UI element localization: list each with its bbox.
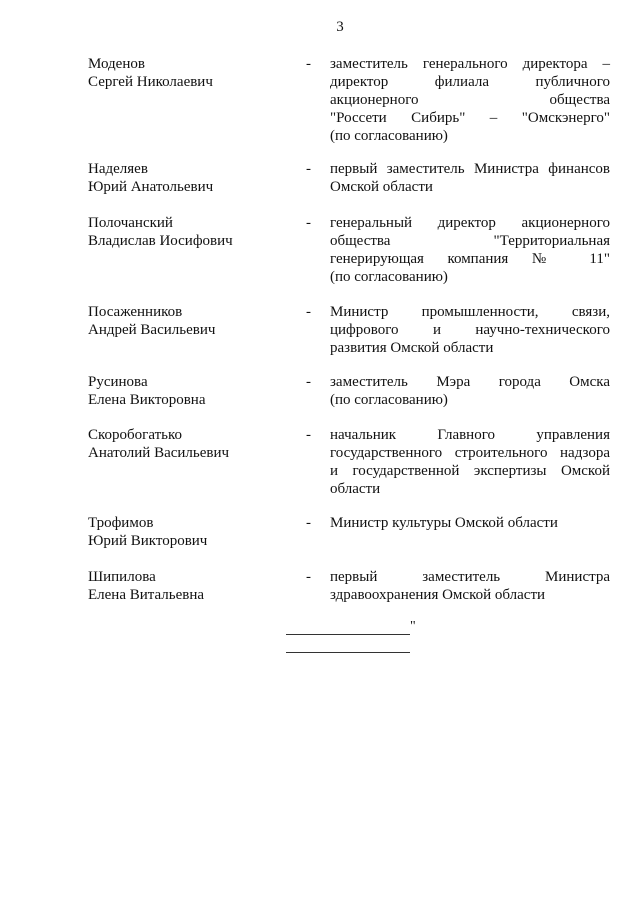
member-surname: Шипилова <box>88 569 156 585</box>
separator-line-bottom <box>286 652 410 653</box>
member-given-names: Андрей Васильевич <box>88 322 216 338</box>
member-name <box>88 568 298 604</box>
position-line: здравоохранения Омской области <box>330 587 546 603</box>
position-line: акционерного общества <box>330 92 610 108</box>
member-name <box>88 514 298 550</box>
dash-separator: - <box>306 304 311 320</box>
position-line: заместитель генерального директора – <box>330 56 610 72</box>
position-line: первый заместитель Министра финансов <box>330 161 610 177</box>
member-given-names: Юрий Викторович <box>88 533 208 549</box>
separator-line-top <box>286 634 410 635</box>
member-surname: Моденов <box>88 56 145 72</box>
member-given-names: Юрий Анатольевич <box>88 179 214 195</box>
dash-separator: - <box>306 56 311 72</box>
member-surname: Посаженников <box>88 304 183 320</box>
position-line: заместитель Мэра города Омска <box>330 374 610 390</box>
position-line: "Россети Сибирь" – "Омскэнерго" <box>330 110 610 126</box>
member-name <box>88 214 298 250</box>
member-name <box>88 426 298 462</box>
member-position <box>330 160 610 196</box>
member-name <box>88 303 298 339</box>
member-position <box>330 303 610 357</box>
member-given-names: Елена Викторовна <box>88 392 206 408</box>
position-line: области <box>330 481 381 497</box>
position-line: (по согласованию) <box>330 269 448 285</box>
dash-separator: - <box>306 515 311 531</box>
member-position <box>330 214 610 286</box>
member-given-names: Сергей Николаевич <box>88 74 213 90</box>
member-position <box>330 373 610 409</box>
position-line: генеральный директор акционерного <box>330 215 610 231</box>
dash-separator: - <box>306 215 311 231</box>
page-number: 3 <box>336 19 344 35</box>
member-given-names: Анатолий Васильевич <box>88 445 230 461</box>
closing-quote: " <box>410 619 416 634</box>
member-surname: Русинова <box>88 374 148 390</box>
member-position <box>330 514 610 532</box>
member-given-names: Владислав Иосифович <box>88 233 233 249</box>
member-name <box>88 55 298 91</box>
position-line: Министр промышленности, связи, <box>330 304 610 320</box>
member-surname: Наделяев <box>88 161 148 177</box>
position-line: Омской области <box>330 179 433 195</box>
member-surname: Полочанский <box>88 215 173 231</box>
position-line: генерирующая компания № 11" <box>330 251 610 267</box>
position-line: начальник Главного управления <box>330 427 610 443</box>
dash-separator: - <box>306 374 311 390</box>
position-line: директор филиала публичного <box>330 74 610 90</box>
member-position <box>330 568 610 604</box>
position-line: первый заместитель Министра <box>330 569 610 585</box>
position-line: (по согласованию) <box>330 128 448 144</box>
member-surname: Трофимов <box>88 515 154 531</box>
position-line: цифрового и научно-технического <box>330 322 610 338</box>
position-line: (по согласованию) <box>330 392 448 408</box>
position-line: развития Омской области <box>330 340 494 356</box>
member-name <box>88 373 298 409</box>
member-position <box>330 55 610 145</box>
member-position <box>330 426 610 498</box>
dash-separator: - <box>306 161 311 177</box>
position-line: и государственной экспертизы Омской <box>330 463 610 479</box>
dash-separator: - <box>306 569 311 585</box>
position-line: общества "Территориальная <box>330 233 610 249</box>
member-surname: Скоробогатько <box>88 427 183 443</box>
member-given-names: Елена Витальевна <box>88 587 205 603</box>
position-line: Министр культуры Омской области <box>330 515 558 531</box>
member-name <box>88 160 298 196</box>
dash-separator: - <box>306 427 311 443</box>
position-line: государственного строительного надзора <box>330 445 610 461</box>
